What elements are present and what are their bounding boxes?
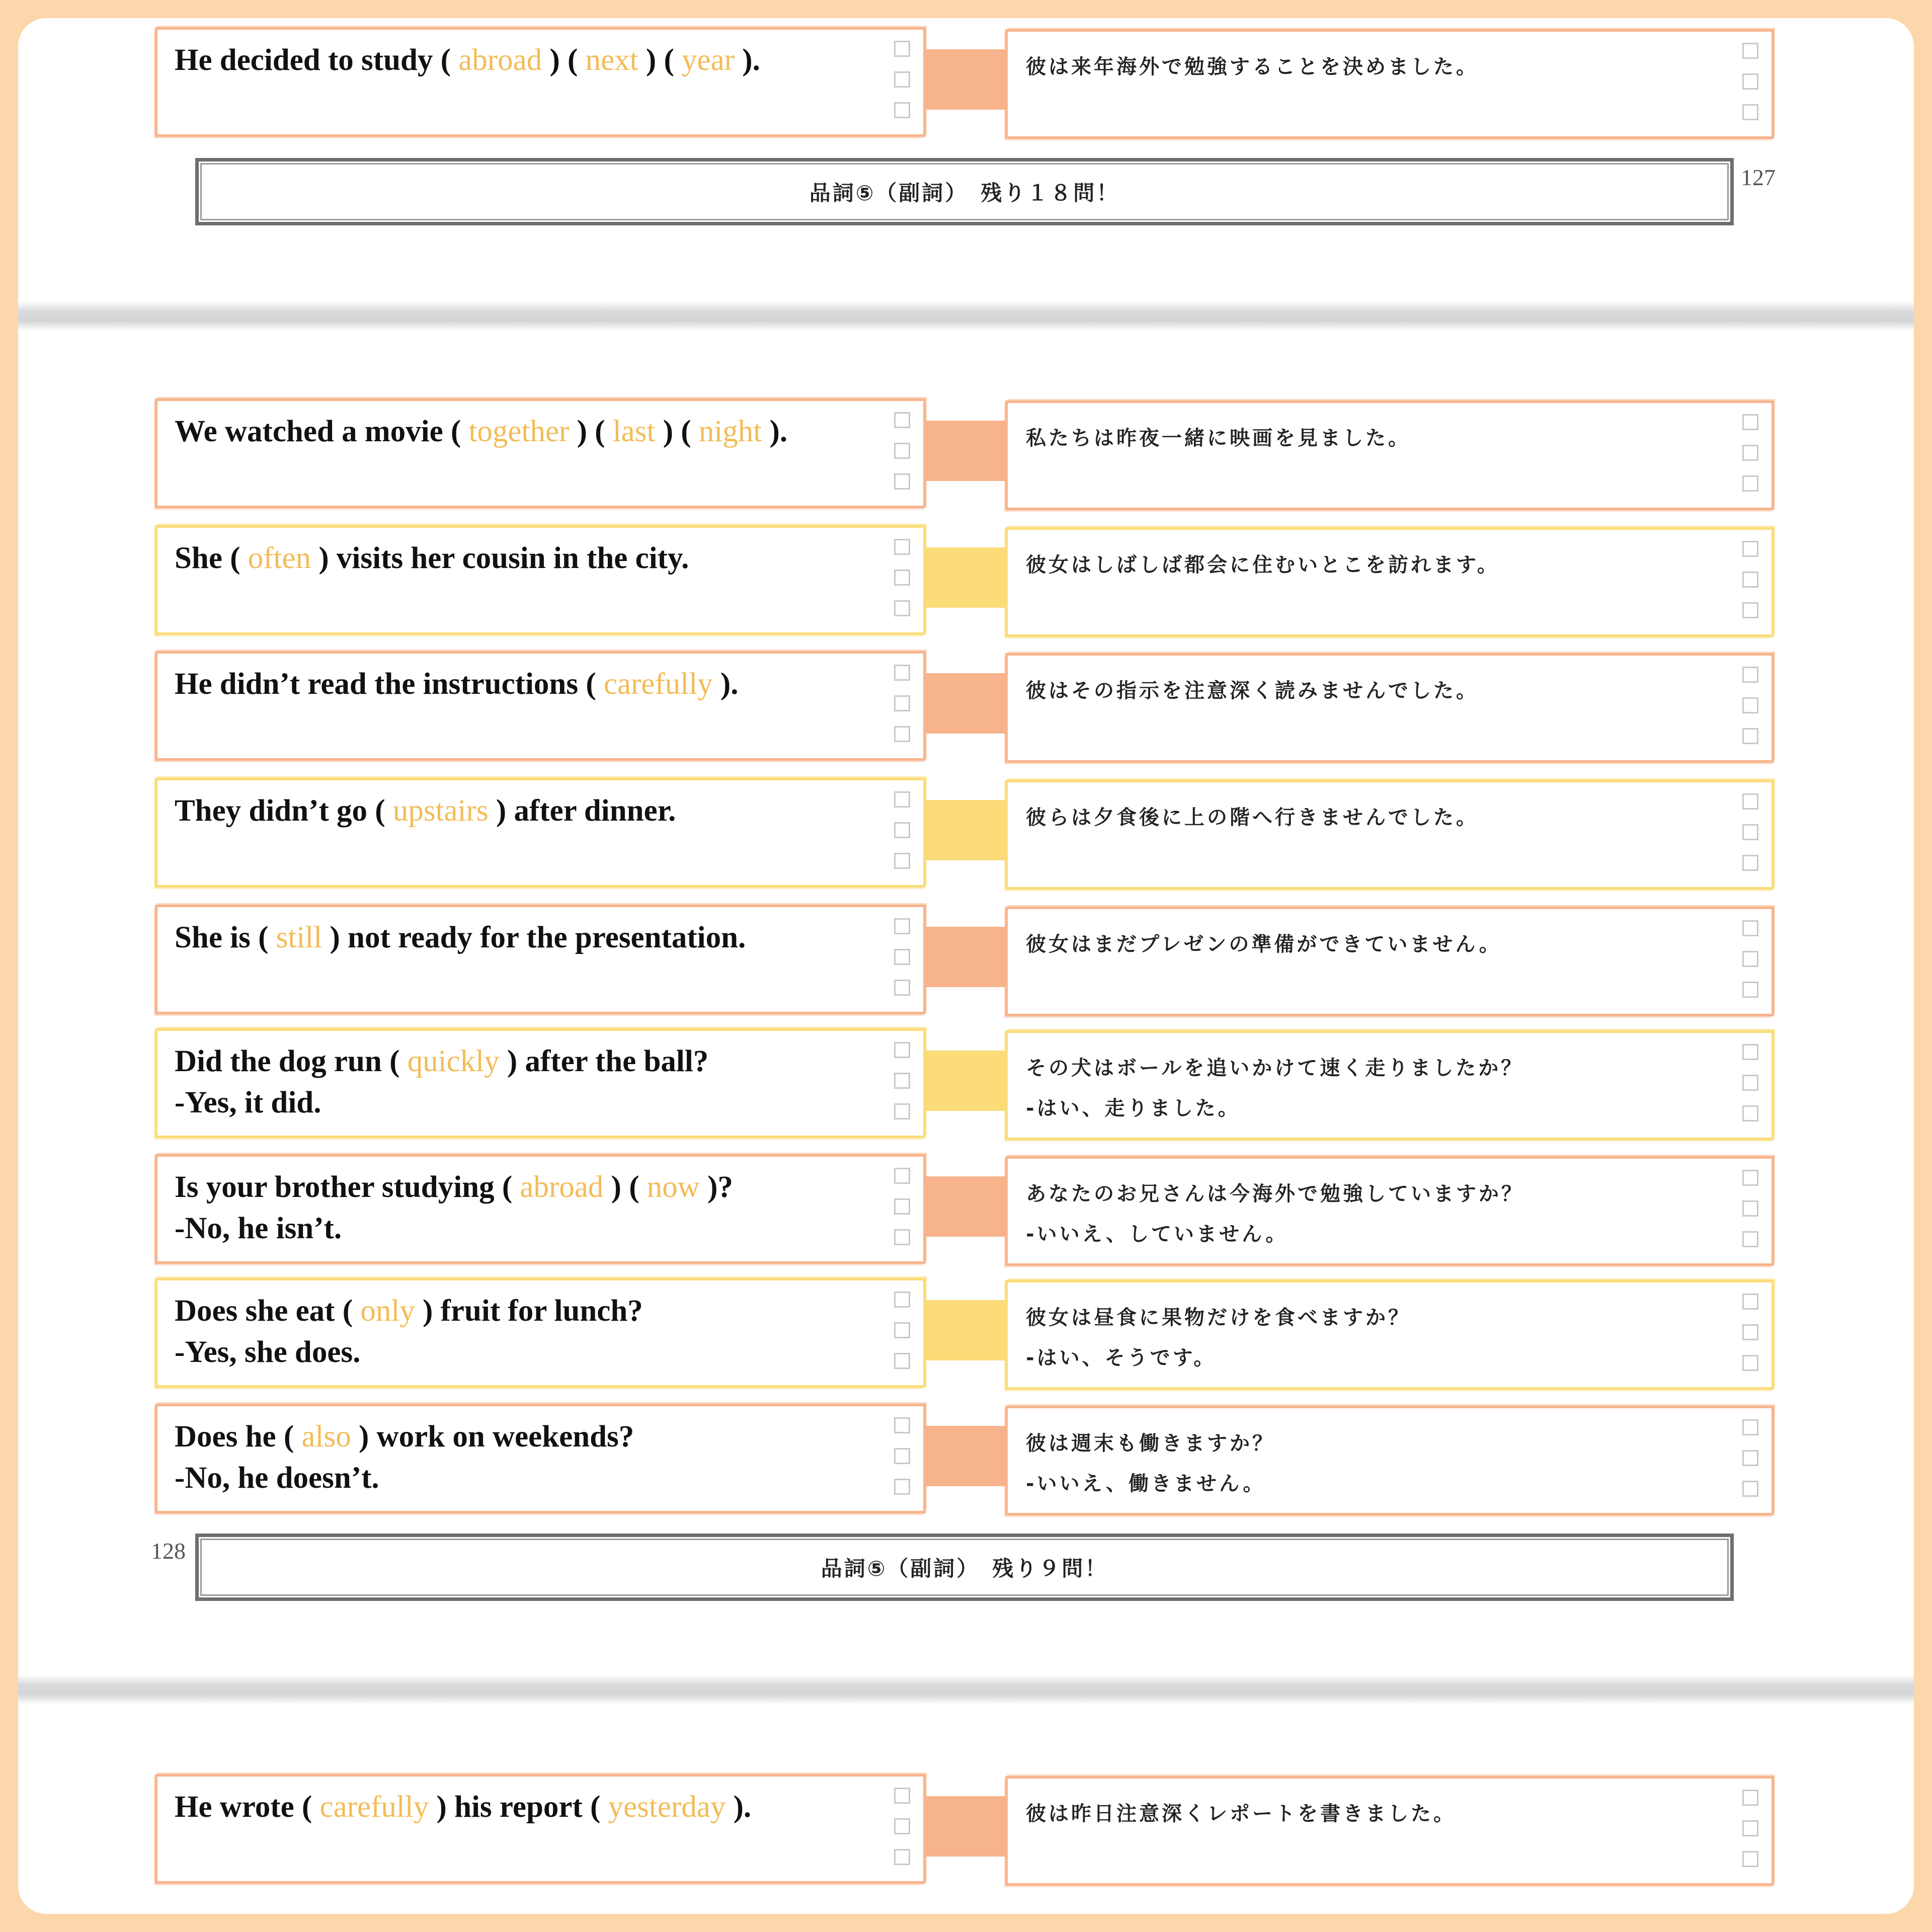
review-checkbox[interactable] [1742,1790,1758,1806]
sentence-text: ) ( [542,43,586,77]
sentence-text: ) ( [638,43,682,77]
review-checkbox[interactable] [1742,1450,1758,1466]
sentence-text: They didn’t go ( [175,794,393,828]
japanese-translation [1026,1423,1711,1504]
review-checkbox[interactable] [1742,920,1758,936]
card-connector [924,421,1007,481]
answer-word: only [360,1294,415,1328]
sentence-text: He decided to study ( [175,43,459,77]
english-answer-line: -Yes, she does. [175,1335,361,1369]
english-sentence-card [155,651,926,761]
review-checkbox[interactable] [894,1818,910,1834]
english-answer-line: -Yes, it did. [175,1086,321,1119]
answer-word: now [647,1170,700,1204]
review-checkbox[interactable] [894,443,910,459]
review-checkbox[interactable] [1742,43,1758,59]
english-sentence [175,790,863,832]
review-checkbox[interactable] [1742,445,1758,461]
review-checkbox[interactable] [1742,793,1758,810]
answer-word: next [585,43,638,77]
japanese-translation [1026,671,1711,711]
japanese-translation-card [1005,400,1774,510]
english-sentence-card [155,1028,926,1138]
review-checkbox[interactable] [1742,855,1758,871]
japanese-question-line: 私たちは昨夜一緒に映画を見ました。 [1026,427,1411,450]
review-checkbox[interactable] [1742,1075,1758,1091]
checkbox-group [1742,667,1760,759]
sentence-text: ). [726,1790,752,1824]
answer-word: quickly [407,1044,500,1078]
sentence-text: He wrote ( [175,1790,320,1824]
english-sentence-card [155,778,926,888]
review-checkbox[interactable] [894,1103,910,1119]
english-sentence [175,917,863,958]
checkbox-group [1742,1044,1760,1136]
japanese-translation-card [1005,29,1774,139]
english-sentence [175,664,863,705]
review-checkbox[interactable] [894,1448,910,1464]
checkbox-group [894,791,912,883]
checkbox-group [1742,793,1760,886]
sentence-text: ) ( [655,415,699,448]
english-sentence [175,1291,863,1373]
checkbox-group [894,918,912,1010]
answer-word: last [612,415,656,448]
review-checkbox[interactable] [894,1353,910,1369]
japanese-question-line: あなたのお兄さんは今海外で勉強していますか？ [1026,1182,1524,1205]
japanese-answer-line: -はい、そうです。 [1026,1346,1217,1370]
sentence-text: Does she eat ( [175,1294,361,1328]
review-checkbox[interactable] [894,473,910,490]
review-checkbox[interactable] [894,1198,910,1215]
review-checkbox[interactable] [894,918,910,934]
checkbox-group [894,412,912,504]
sentence-text: ) visits her cousin in the city. [311,541,689,575]
answer-word: still [276,921,323,954]
review-checkbox[interactable] [1742,951,1758,967]
card-connector [924,800,1007,860]
english-question-line [175,790,863,832]
review-checkbox[interactable] [1742,728,1758,744]
english-question-line [175,40,863,81]
japanese-translation [1026,545,1711,585]
review-checkbox[interactable] [1742,1419,1758,1435]
english-sentence-card [155,525,926,635]
card-connector [924,673,1007,734]
review-checkbox[interactable] [1742,1851,1758,1867]
review-checkbox[interactable] [1742,982,1758,998]
review-checkbox[interactable] [1742,1355,1758,1371]
checkbox-group [1742,541,1760,633]
review-checkbox[interactable] [894,71,910,88]
japanese-answer-line: -いいえ、働きません。 [1026,1472,1266,1495]
checkbox-group [894,1417,912,1509]
page-separator [18,301,1914,331]
checkbox-group [894,665,912,757]
english-question-line [175,411,863,452]
english-sentence [175,411,863,452]
review-checkbox[interactable] [1742,667,1758,683]
card-connector [924,1796,1007,1857]
sentence-text: Is your brother studying ( [175,1170,520,1204]
review-checkbox[interactable] [894,695,910,711]
progress-banner: 品詞⑤（副詞） 残り９問！ [195,1534,1734,1601]
english-question-line [175,1167,863,1208]
review-checkbox[interactable] [894,1042,910,1058]
japanese-translation-card [1005,1030,1774,1140]
review-checkbox[interactable] [1742,541,1758,557]
sentence-text: ). [762,415,788,448]
sentence-text: )? [699,1170,733,1204]
answer-word: night [698,415,762,448]
english-question-line [175,664,863,705]
review-checkbox[interactable] [1742,1231,1758,1247]
english-sentence-card [155,27,926,137]
japanese-question-line: 彼はその指示を注意深く読みませんでした。 [1026,679,1479,702]
review-checkbox[interactable] [894,600,910,616]
answer-word: often [248,541,311,575]
english-sentence-card [155,1154,926,1264]
card-connector [924,1176,1007,1237]
answer-word: abroad [458,43,542,77]
english-answer-line: -No, he isn’t. [175,1212,342,1245]
review-checkbox[interactable] [1742,1044,1758,1060]
japanese-translation-card [1005,527,1774,637]
answer-word: year [682,43,735,77]
review-checkbox[interactable] [894,1229,910,1245]
sentence-text: ). [712,667,739,701]
english-question-line [175,538,863,579]
checkbox-group [894,539,912,631]
review-checkbox[interactable] [894,665,910,681]
japanese-translation-card [1005,1280,1774,1390]
japanese-question-line: 彼女はしばしば都会に住むいとこを訪れます。 [1026,553,1500,577]
review-checkbox[interactable] [1742,572,1758,588]
english-answer-line: -No, he doesn’t. [175,1461,379,1495]
review-checkbox[interactable] [894,41,910,57]
card-connector [924,1051,1007,1111]
progress-banner: 品詞⑤（副詞） 残り１８問！ [195,158,1734,225]
checkbox-group [894,41,912,133]
english-sentence [175,1416,863,1499]
checkbox-group [894,1788,912,1880]
japanese-translation-card [1005,1776,1774,1886]
japanese-question-line: その犬はボールを追いかけて速く走りましたか？ [1026,1057,1524,1080]
japanese-answer-line: -はい、走りました。 [1026,1097,1241,1120]
japanese-translation [1026,1794,1711,1834]
review-checkbox[interactable] [894,1168,910,1184]
review-checkbox[interactable] [894,412,910,428]
english-sentence [175,40,863,81]
english-question-line [175,1041,863,1082]
checkbox-group [894,1168,912,1260]
english-sentence-card [155,905,926,1014]
english-sentence-card [155,1404,926,1513]
card-connector [924,1300,1007,1360]
review-checkbox[interactable] [894,1788,910,1804]
checkbox-group [1742,43,1760,135]
answer-word: carefully [603,667,713,701]
checkbox-group [894,1292,912,1384]
review-checkbox[interactable] [894,1322,910,1338]
english-question-line [175,1416,863,1458]
answer-word: abroad [520,1170,604,1204]
japanese-question-line: 彼は来年海外で勉強することを決めました。 [1026,55,1479,78]
sentence-text: ) his report ( [429,1790,608,1824]
japanese-translation [1026,1048,1711,1129]
japanese-translation [1026,418,1711,458]
page-separator [18,1674,1914,1705]
page-number: 127 [1741,165,1776,190]
checkbox-group [1742,1790,1760,1882]
checkbox-group [1742,920,1760,1012]
sentence-text: ) not ready for the presentation. [322,921,746,954]
japanese-translation-card [1005,653,1774,763]
sentence-text: We watched a movie ( [175,415,469,448]
checkbox-group [1742,1419,1760,1511]
english-sentence [175,1167,863,1249]
japanese-question-line: 彼は週末も働きますか？ [1026,1432,1275,1455]
card-connector [924,927,1007,987]
review-checkbox[interactable] [1742,1481,1758,1497]
review-checkbox[interactable] [894,1479,910,1495]
review-checkbox[interactable] [1742,1820,1758,1836]
review-checkbox[interactable] [1742,1200,1758,1217]
review-checkbox[interactable] [1742,1170,1758,1186]
japanese-translation [1026,1298,1711,1378]
review-checkbox[interactable] [894,1073,910,1089]
review-checkbox[interactable] [894,822,910,838]
japanese-translation [1026,797,1711,838]
review-checkbox[interactable] [1742,1324,1758,1340]
sentence-text: Does he ( [175,1420,302,1454]
review-checkbox[interactable] [894,539,910,555]
sentence-text: ) ( [569,415,613,448]
card-connector [924,49,1007,110]
review-checkbox[interactable] [894,949,910,965]
sentence-text: ) ( [603,1170,647,1204]
checkbox-group [1742,1170,1760,1262]
english-sentence-card [155,1278,926,1388]
sentence-text: ) after the ball? [499,1044,709,1078]
review-checkbox[interactable] [894,102,910,118]
japanese-translation [1026,47,1711,87]
english-sentence [175,538,863,579]
sentence-text: Did the dog run ( [175,1044,408,1078]
japanese-translation-card [1005,1406,1774,1515]
english-sentence-card [155,1774,926,1884]
answer-word: together [468,415,570,448]
sentence-text: ) after dinner. [488,794,676,828]
review-checkbox[interactable] [894,1417,910,1433]
japanese-question-line: 彼女は昼食に果物だけを食べますか？ [1026,1306,1411,1329]
review-checkbox[interactable] [894,853,910,869]
review-checkbox[interactable] [1742,824,1758,840]
checkbox-group [1742,414,1760,506]
review-checkbox[interactable] [1742,73,1758,90]
review-checkbox[interactable] [1742,475,1758,492]
japanese-answer-line: -いいえ、していません。 [1026,1223,1289,1246]
sentence-text: He didn’t read the instructions ( [175,667,604,701]
review-checkbox[interactable] [894,1292,910,1308]
page-number: 128 [151,1538,186,1564]
card-connector [924,1426,1007,1486]
review-checkbox[interactable] [1742,1105,1758,1121]
english-question-line [175,1787,863,1828]
review-checkbox[interactable] [1742,104,1758,120]
answer-word: yesterday [608,1790,726,1824]
english-question-line [175,1291,863,1332]
sentence-text: She ( [175,541,248,575]
japanese-translation [1026,924,1711,964]
japanese-translation-card [1005,780,1774,890]
japanese-translation [1026,1174,1711,1254]
review-checkbox[interactable] [1742,602,1758,618]
card-connector [924,547,1007,608]
sentence-text: ). [735,43,760,77]
english-sentence [175,1041,863,1123]
answer-word: also [301,1420,351,1454]
english-sentence [175,1787,863,1828]
review-checkbox[interactable] [894,726,910,742]
japanese-translation-card [1005,1156,1774,1266]
review-checkbox[interactable] [1742,414,1758,430]
sentence-text: ) work on weekends? [351,1420,634,1454]
review-checkbox[interactable] [894,1849,910,1865]
checkbox-group [1742,1294,1760,1386]
sentence-text: She is ( [175,921,276,954]
review-checkbox[interactable] [894,980,910,996]
checkbox-group [894,1042,912,1134]
review-checkbox[interactable] [894,570,910,586]
english-sentence-card [155,398,926,508]
sentence-text: ) fruit for lunch? [415,1294,643,1328]
review-checkbox[interactable] [1742,1294,1758,1310]
review-checkbox[interactable] [894,791,910,808]
japanese-translation-card [1005,907,1774,1016]
english-question-line [175,917,863,958]
japanese-question-line: 彼は昨日注意深くレポートを書きました。 [1026,1802,1456,1825]
document-page-viewer [18,18,1914,1914]
answer-word: carefully [319,1790,429,1824]
review-checkbox[interactable] [1742,697,1758,713]
answer-word: upstairs [392,794,489,828]
japanese-question-line: 彼女はまだプレゼンの準備ができていません。 [1026,933,1502,956]
japanese-question-line: 彼らは夕食後に上の階へ行きませんでした。 [1026,806,1479,829]
